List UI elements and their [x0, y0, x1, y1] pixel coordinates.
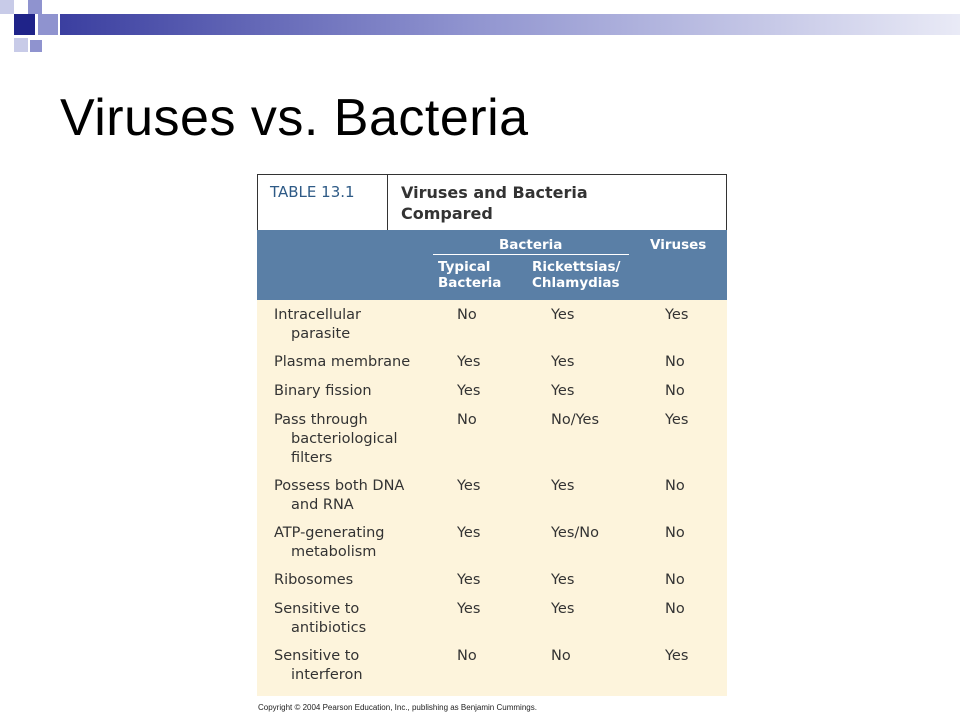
viruses-cell: Yes [665, 648, 689, 664]
rickettsias-cell: Yes/No [551, 525, 600, 541]
table-title-line2: Compared [401, 204, 493, 223]
table-caption [257, 174, 727, 231]
typical-bacteria-cell: Yes [457, 383, 481, 399]
rickettsias-cell: Yes [551, 383, 575, 399]
deco-square [14, 0, 28, 14]
row-label: Pass through bacteriological filters [274, 412, 398, 466]
deco-square [14, 38, 28, 52]
deco-square [0, 14, 14, 35]
typical-bacteria-header [438, 259, 501, 291]
typical-bacteria-cell: Yes [457, 601, 481, 617]
row-label: Binary fission [274, 383, 372, 399]
typical-bacteria-cell: Yes [457, 354, 481, 370]
typical-bacteria-cell: Yes [457, 572, 481, 588]
typical-bacteria-cell: No [457, 412, 477, 428]
row-label: Sensitive to interferon [274, 648, 363, 683]
table-title [401, 182, 721, 224]
rickettsias-cell: No/Yes [551, 412, 600, 428]
row-label: Intracellular parasite [274, 307, 362, 342]
rickettsias-header-line1: Rickettsias/ [532, 259, 621, 275]
rickettsias-cell: Yes [551, 572, 575, 588]
table-title-line1: Viruses and Bacteria [401, 183, 588, 202]
typical-bacteria-cell: Yes [457, 478, 481, 494]
row-label: Sensitive to antibiotics [274, 601, 367, 636]
viruses-cell: No [665, 383, 685, 399]
row-label: Plasma membrane [274, 354, 411, 370]
deco-square [14, 14, 35, 35]
typical-header-line2: Bacteria [438, 275, 502, 291]
viruses-column-header: Viruses [650, 237, 707, 253]
bacteria-group-header: Bacteria [499, 237, 563, 253]
typical-header-line1: Typical [438, 259, 491, 275]
deco-square [30, 40, 42, 52]
typical-bacteria-cell: Yes [457, 525, 481, 541]
rickettsias-header-line2: Chlamydias [532, 275, 620, 291]
rickettsias-cell: Yes [551, 307, 575, 323]
row-label: Ribosomes [274, 572, 354, 588]
deco-square [38, 14, 58, 35]
copyright-notice: Copyright © 2004 Pearson Education, Inc., publishing as Benjamin Cummings. [258, 703, 537, 712]
typical-bacteria-cell: No [457, 648, 477, 664]
viruses-cell: No [665, 601, 685, 617]
viruses-cell: No [665, 572, 685, 588]
viruses-cell: Yes [665, 307, 689, 323]
deco-square [28, 0, 42, 14]
rickettsias-cell: Yes [551, 354, 575, 370]
viruses-cell: No [665, 525, 685, 541]
viruses-cell: Yes [665, 412, 689, 428]
comparison-table [257, 174, 727, 696]
slide-title: Viruses vs. Bacteria [60, 89, 529, 147]
row-label: ATP-generating metabolism [274, 525, 385, 560]
viruses-cell: No [665, 354, 685, 370]
group-underline [433, 254, 629, 255]
deco-square [0, 0, 14, 14]
column-header-band [257, 230, 727, 300]
viruses-cell: No [665, 478, 685, 494]
header-gradient-bar [60, 14, 960, 35]
typical-bacteria-cell: No [457, 307, 477, 323]
table-number: TABLE 13.1 [258, 175, 388, 230]
rickettsias-cell: Yes [551, 478, 575, 494]
row-label: Possess both DNA and RNA [274, 478, 405, 513]
rickettsias-cell: Yes [551, 601, 575, 617]
rickettsias-cell: No [551, 648, 571, 664]
rickettsias-header [532, 259, 620, 291]
